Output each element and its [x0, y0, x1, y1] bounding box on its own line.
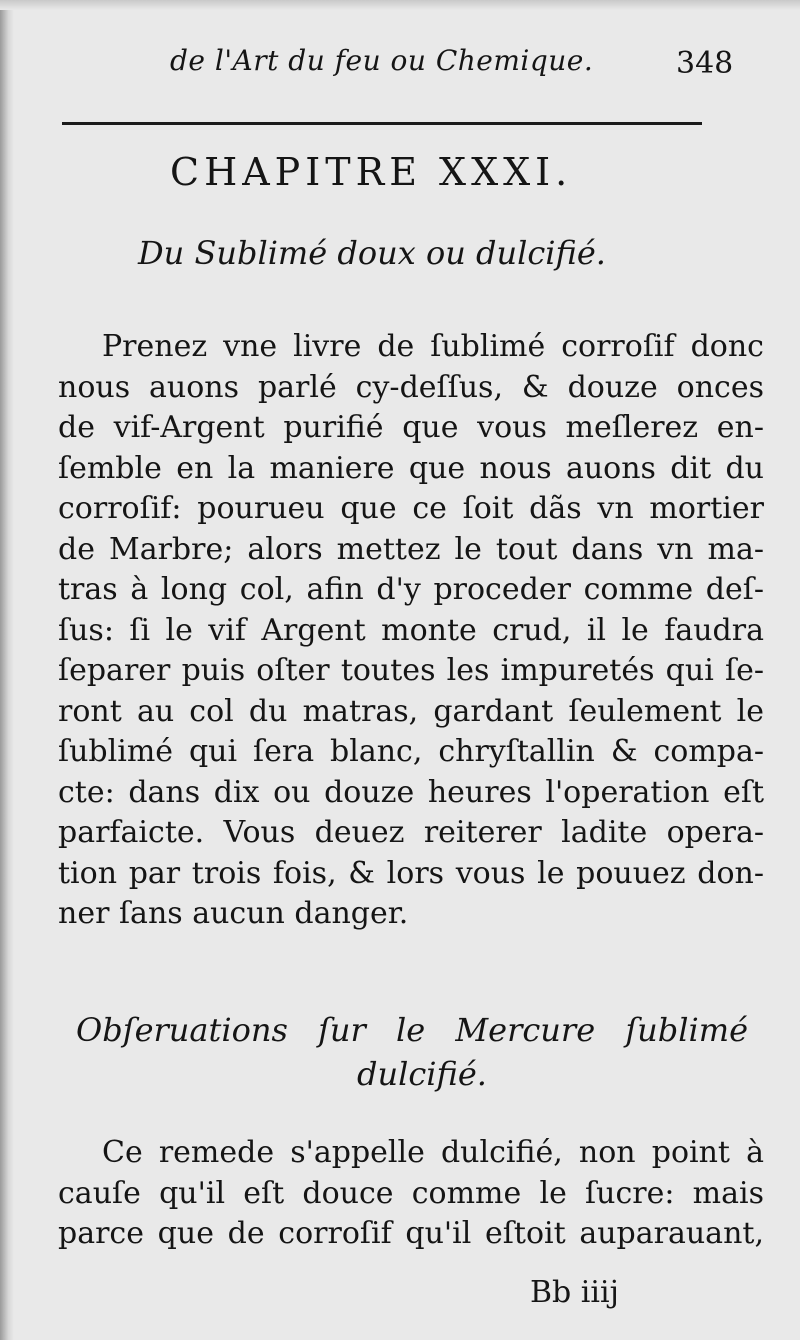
text-line: cauſe qu'il eſt douce comme le ſucre: mais — [58, 1175, 764, 1211]
running-title: de l'Art du feu ou Chemique. — [170, 44, 594, 77]
observations-heading-line-1: Obſeruations ſur le Mercure ſublimé — [76, 1011, 748, 1049]
chapter-title: Du Sublimé doux ou dulcifié. — [138, 234, 606, 272]
text-line: nous auons parlé cy-deſſus, & douze onces — [58, 369, 764, 405]
text-line: Prenez vne livre de ſublimé corroſif donc — [102, 329, 764, 364]
text-line: tion par trois fois, & lors vous le pouuez don- — [58, 855, 764, 891]
observations-heading-line-2: dulcifié. — [357, 1055, 487, 1093]
page-top-shadow — [0, 0, 800, 10]
text-line: Ce remede s'appelle dulcifié, non point à — [102, 1135, 764, 1170]
page-gutter-shadow — [0, 0, 14, 1340]
text-line: ſemble en la maniere que nous auons dit du — [58, 450, 764, 486]
text-line: ront au col du matras, gardant ſeulement le — [58, 693, 764, 729]
signature-mark: Bb iiij — [530, 1275, 619, 1310]
page-number: 348 — [676, 46, 734, 81]
page-header — [0, 40, 800, 80]
text-line: parfaicte. Vous deuez reiterer ladite opera- — [58, 815, 764, 850]
text-line: ſeparer puis oſter toutes les impuretés qui ſe- — [58, 653, 764, 688]
body-paragraph-1 — [58, 327, 764, 935]
text-line: cte: dans dix ou douze heures l'operation eſt — [58, 774, 764, 810]
header-rule — [62, 122, 702, 125]
text-line: ſublimé qui ſera blanc, chryſtallin & compa- — [58, 734, 764, 769]
chapter-heading: CHAPITRE XXXI. — [170, 150, 573, 194]
text-line: ſus: ſi le vif Argent monte crud, il le faudra — [58, 612, 764, 648]
observations-heading — [76, 1008, 748, 1096]
text-line: de Marbre; alors mettez le tout dans vn ma- — [58, 531, 764, 567]
text-line: corroſif: pourueu que ce ſoit dãs vn mortier — [58, 491, 764, 526]
text-line: tras à long col, afin d'y proceder comme deſ- — [58, 572, 764, 607]
text-line: de vif-Argent purifié que vous meſlerez en- — [58, 410, 764, 445]
text-line: ner ſans aucun danger. — [58, 896, 409, 931]
body-paragraph-2 — [58, 1133, 764, 1255]
text-line: parce que de corroſif qu'il eſtoit auparauant, — [58, 1216, 764, 1251]
